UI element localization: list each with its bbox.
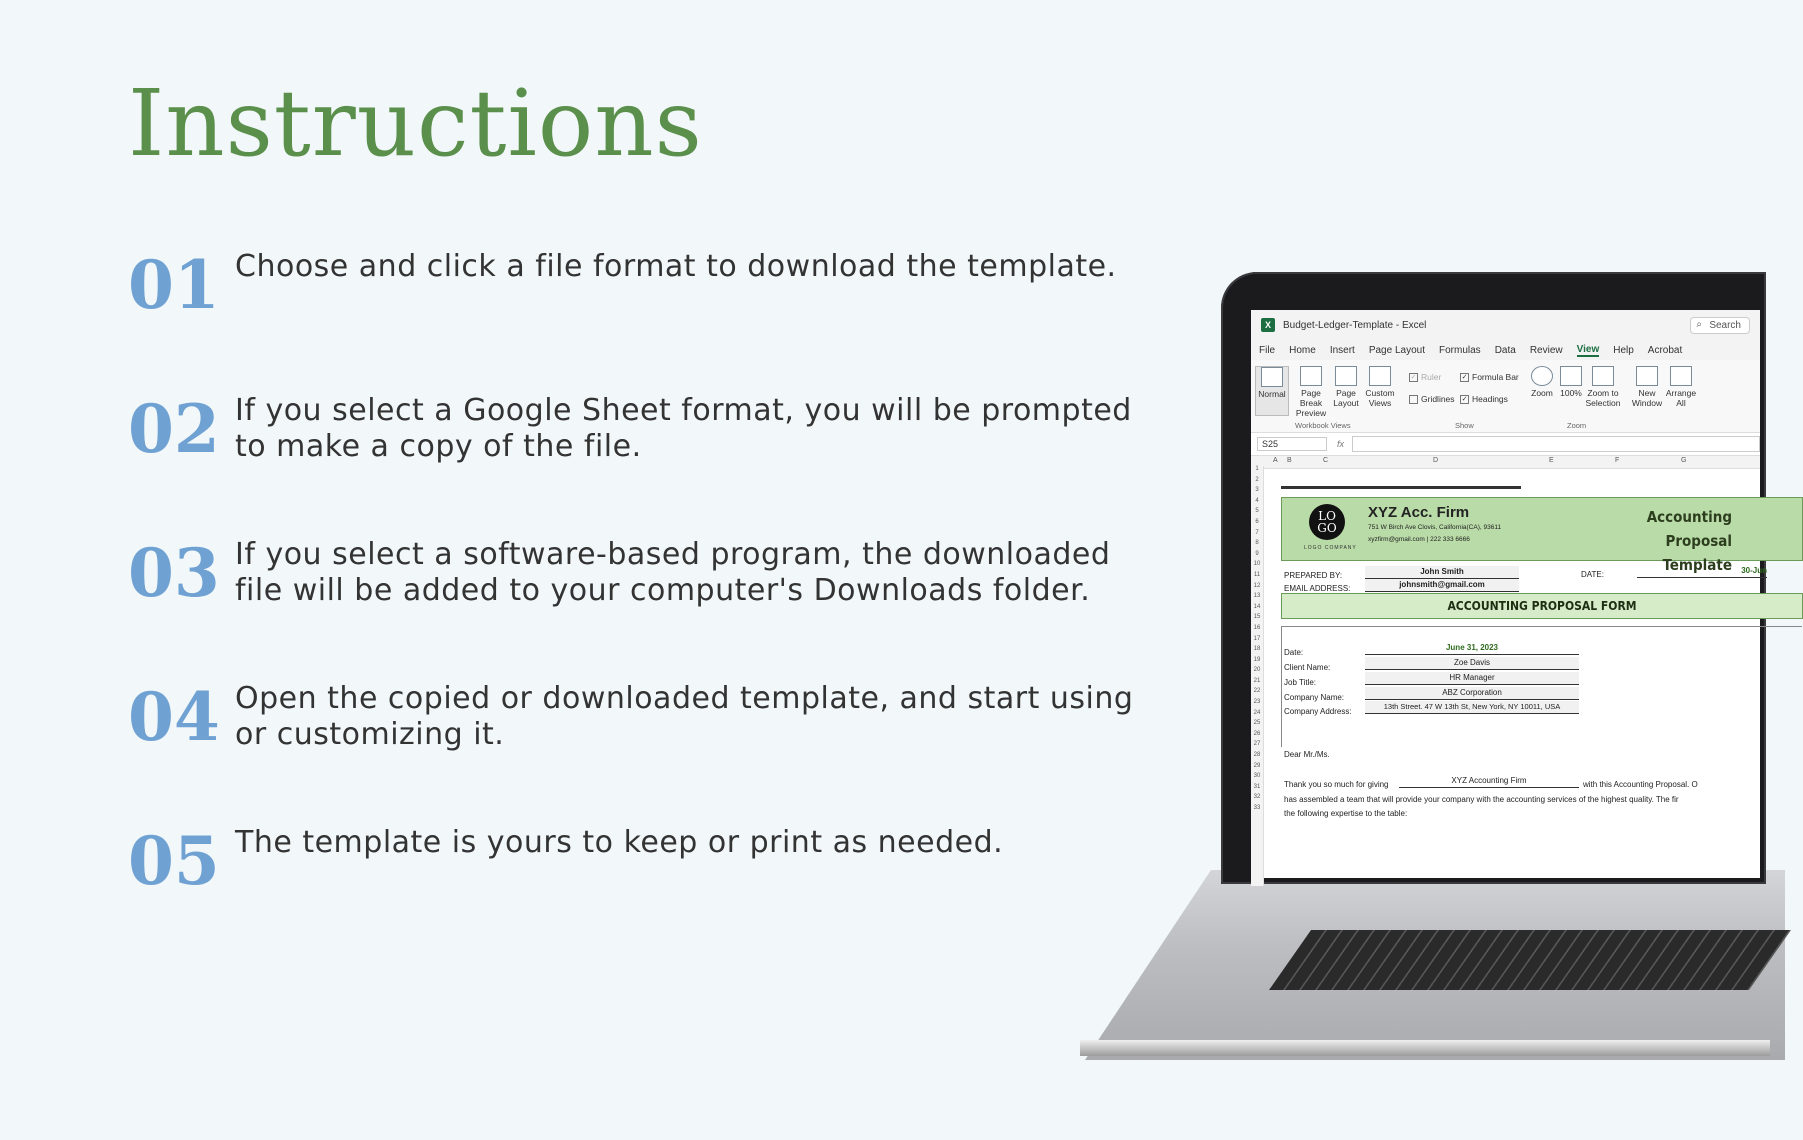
tab-formulas[interactable]: Formulas <box>1439 344 1481 356</box>
group-show: Show <box>1455 421 1474 430</box>
step-5 <box>128 821 1128 901</box>
body-firm-name[interactable]: XYZ Accounting Firm <box>1399 775 1579 788</box>
step-number: 02 <box>128 390 220 468</box>
page-layout-button[interactable]: Page Layout <box>1331 366 1361 408</box>
logo-caption: LOGO COMPANY <box>1304 545 1357 551</box>
step-1 <box>128 245 1128 325</box>
tab-data[interactable]: Data <box>1494 344 1516 356</box>
row-header[interactable]: 18 <box>1253 646 1261 653</box>
zoom-button[interactable]: Zoom <box>1527 366 1557 398</box>
new-window-button[interactable]: New Window <box>1631 366 1663 408</box>
row-header[interactable]: 23 <box>1253 699 1261 706</box>
template-title: Accounting Proposal Template <box>1646 508 1732 574</box>
laptop-edge <box>1080 1040 1770 1056</box>
sheet-content <box>1263 466 1767 878</box>
field-value[interactable]: HR Manager <box>1365 672 1579 685</box>
excel-logo-icon: X <box>1261 318 1275 332</box>
body-text: Thank you so much for giving <box>1284 780 1389 789</box>
body-text: has assembled a team that will provide your company with the accounting services of the highest quality. The fir <box>1284 795 1679 804</box>
top-divider <box>1281 486 1521 489</box>
search-placeholder: Search <box>1709 319 1741 331</box>
row-header[interactable]: 2 <box>1255 476 1259 483</box>
row-header[interactable]: 7 <box>1255 529 1259 536</box>
field-value[interactable]: Zoe Davis <box>1365 657 1579 670</box>
form-title: ACCOUNTING PROPOSAL FORM <box>1281 593 1803 619</box>
column-header[interactable]: E <box>1549 457 1554 464</box>
step-text: Open the copied or downloaded template, and start using or customizing it. <box>235 681 1134 752</box>
row-header[interactable]: 6 <box>1255 518 1259 525</box>
formula-bar <box>1251 433 1760 456</box>
row-header[interactable]: 26 <box>1253 730 1261 737</box>
page-break-preview-button[interactable]: Page Break Preview <box>1291 366 1331 418</box>
custom-views-button[interactable]: Custom Views <box>1363 366 1397 408</box>
tab-help[interactable]: Help <box>1613 344 1634 356</box>
row-header[interactable]: 24 <box>1253 709 1261 716</box>
body-text: with this Accounting Proposal. O <box>1583 780 1698 789</box>
row-header[interactable]: 21 <box>1253 677 1261 684</box>
email-label: EMAIL ADDRESS: <box>1284 584 1351 593</box>
laptop-keyboard <box>1269 930 1791 990</box>
name-box[interactable]: S25 <box>1257 437 1327 451</box>
row-header[interactable]: 25 <box>1253 720 1261 727</box>
greeting: Dear Mr./Ms. <box>1284 750 1330 759</box>
column-header[interactable]: A <box>1273 457 1278 464</box>
field-label: Job Title: <box>1284 678 1317 687</box>
normal-view-icon <box>1261 367 1283 387</box>
step-number: 05 <box>128 822 220 900</box>
row-header[interactable]: 15 <box>1253 614 1261 621</box>
ruler-checkbox[interactable]: ✓ Ruler <box>1410 372 1442 382</box>
column-header[interactable]: F <box>1615 457 1620 464</box>
step-text: The template is yours to keep or print as needed. <box>235 825 1004 860</box>
row-header[interactable]: 11 <box>1253 571 1261 578</box>
excel-titlebar <box>1251 310 1760 340</box>
column-header[interactable]: B <box>1287 457 1292 464</box>
row-header[interactable]: 19 <box>1253 656 1261 663</box>
step-4 <box>128 677 1134 757</box>
tab-review[interactable]: Review <box>1529 344 1563 356</box>
row-header[interactable]: 20 <box>1253 667 1261 674</box>
group-zoom: Zoom <box>1567 421 1587 430</box>
field-value[interactable]: ABZ Corporation <box>1365 687 1579 700</box>
tab-view[interactable]: View <box>1576 343 1600 355</box>
arrange-all-icon <box>1670 366 1692 386</box>
zoom-to-selection-button[interactable]: Zoom to Selection <box>1585 366 1621 408</box>
field-label: Client Name: <box>1284 663 1331 672</box>
zoom-selection-icon <box>1592 366 1614 386</box>
row-header[interactable]: 17 <box>1253 635 1261 642</box>
row-header[interactable]: 13 <box>1253 593 1261 600</box>
formula-input[interactable] <box>1352 436 1760 452</box>
step-text: If you select a software-based program, the downloaded file will be added to your computer's Downloads folder. <box>235 537 1111 608</box>
row-header[interactable]: 4 <box>1255 497 1259 504</box>
group-workbook-views: Workbook Views <box>1295 421 1351 430</box>
normal-view-button[interactable]: Normal <box>1255 366 1289 416</box>
excel-window <box>1251 310 1767 878</box>
tab-page-layout[interactable]: Page Layout <box>1368 344 1425 356</box>
row-header[interactable]: 30 <box>1253 773 1261 780</box>
step-number: 04 <box>128 678 220 756</box>
prepared-by-label: PREPARED BY: <box>1284 571 1343 580</box>
zoom-100-button[interactable]: 100% <box>1557 366 1585 398</box>
company-logo: LO GO <box>1309 504 1345 540</box>
field-value[interactable]: June 31, 2023 <box>1365 642 1579 655</box>
column-header[interactable]: D <box>1433 457 1439 464</box>
page-layout-icon <box>1335 366 1357 386</box>
magnifier-icon <box>1531 366 1553 386</box>
field-value[interactable]: 13th Street. 47 W 13th St, New York, NY 10011, USA <box>1365 701 1579 714</box>
row-header[interactable]: 31 <box>1253 783 1261 790</box>
ribbon-tabs <box>1251 340 1760 360</box>
arrange-all-button[interactable]: Arrange All <box>1665 366 1697 408</box>
ribbon <box>1251 360 1760 433</box>
row-header[interactable]: 33 <box>1253 805 1261 811</box>
prepared-by-value[interactable]: John Smith <box>1365 566 1519 579</box>
row-header[interactable]: 32 <box>1253 794 1261 801</box>
firm-address: 751 W Birch Ave Clovis, California(CA), 93611 <box>1368 524 1502 531</box>
row-header[interactable]: 27 <box>1253 741 1261 748</box>
row-header[interactable]: 5 <box>1255 508 1259 515</box>
row-header[interactable]: 16 <box>1253 624 1261 631</box>
row-header[interactable]: 9 <box>1255 550 1259 557</box>
column-header[interactable]: C <box>1323 457 1329 464</box>
gridlines-checkbox[interactable]: Gridlines <box>1409 394 1455 404</box>
fx-icon[interactable]: fx <box>1337 439 1345 449</box>
row-header[interactable]: 28 <box>1253 752 1261 759</box>
step-number: 01 <box>128 246 220 324</box>
step-text: If you select a Google Sheet format, you will be prompted to make a copy of the file. <box>235 393 1132 464</box>
step-text: Choose and click a file format to download the template. <box>235 249 1117 284</box>
step-2 <box>128 389 1132 469</box>
row-header[interactable]: 12 <box>1253 582 1261 589</box>
tab-file[interactable]: File <box>1259 344 1276 356</box>
step-3 <box>128 533 1128 613</box>
search-icon: ⌕ <box>1696 318 1702 330</box>
tab-acrobat[interactable]: Acrobat <box>1647 344 1683 356</box>
zoom-100-icon <box>1560 366 1582 386</box>
page-break-icon <box>1300 366 1322 386</box>
new-window-icon <box>1636 366 1658 386</box>
page-title: Instructions <box>128 70 703 177</box>
field-label: Date: <box>1284 648 1304 657</box>
tab-home[interactable]: Home <box>1289 344 1316 356</box>
row-header[interactable]: 8 <box>1255 540 1259 547</box>
firm-name: XYZ Acc. Firm <box>1368 504 1470 521</box>
row-header[interactable]: 29 <box>1253 762 1261 769</box>
row-header[interactable]: 22 <box>1253 688 1261 695</box>
body-text: the following expertise to the table: <box>1284 809 1408 818</box>
column-header[interactable]: G <box>1681 457 1687 464</box>
field-label: Company Address: <box>1284 707 1352 716</box>
custom-views-icon <box>1369 366 1391 386</box>
row-header[interactable]: 1 <box>1255 466 1259 472</box>
headings-checkbox[interactable]: ✓ Headings <box>1461 394 1508 404</box>
step-number: 03 <box>128 534 220 612</box>
firm-contact: xyzfirm@gmail.com | 222 333 6666 <box>1368 536 1470 543</box>
formula-bar-checkbox[interactable]: ✓ Formula Bar <box>1461 372 1519 382</box>
field-label: Company Name: <box>1284 693 1345 702</box>
window-title: Budget-Ledger-Template - Excel <box>1283 319 1427 331</box>
search-box[interactable] <box>1690 317 1750 334</box>
tab-insert[interactable]: Insert <box>1329 344 1355 356</box>
date-label: DATE: <box>1581 570 1604 579</box>
row-header[interactable]: 3 <box>1255 487 1259 494</box>
row-header[interactable]: 14 <box>1253 603 1261 610</box>
email-value[interactable]: johnsmith@gmail.com <box>1365 579 1519 592</box>
date-value[interactable]: 30-Jun <box>1637 565 1767 578</box>
row-header[interactable]: 10 <box>1253 561 1261 568</box>
